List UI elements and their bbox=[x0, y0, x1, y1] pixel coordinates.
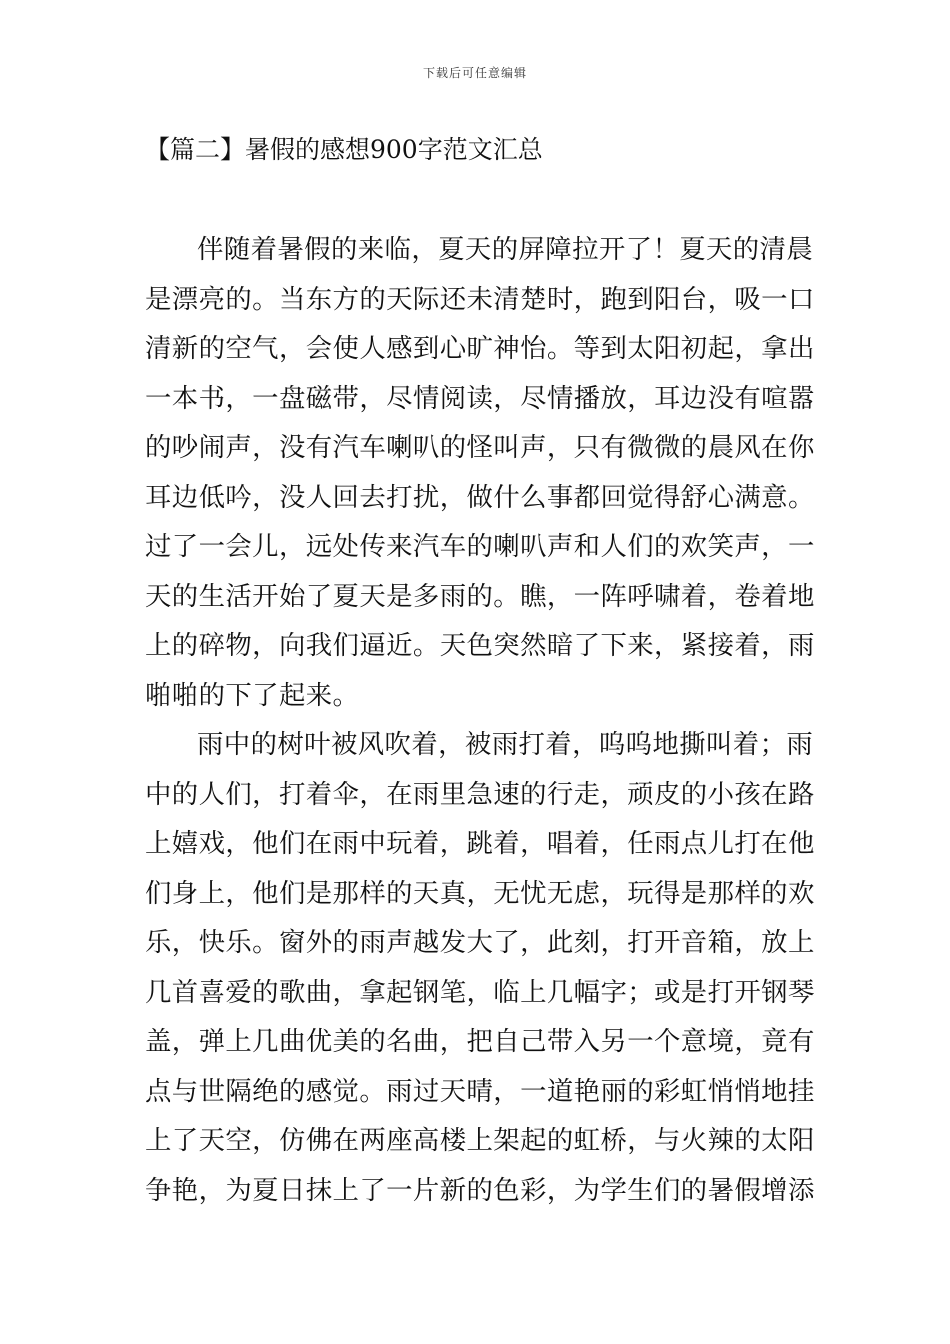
text-line: 争艳，为夏日抹上了一片新的色彩，为学生们的暑假增添 bbox=[145, 1174, 815, 1206]
text-line: 中的人们，打着伞，在雨里急速的行走，顽皮的小孩在路 bbox=[145, 778, 815, 810]
text-line: 的吵闹声，没有汽车喇叭的怪叫声，只有微微的晨风在你 bbox=[145, 432, 815, 463]
text-line: 几首喜爱的歌曲，拿起钢笔，临上几幅字；或是打开钢琴 bbox=[145, 976, 815, 1008]
text-line: 上的碎物，向我们逼近。天色突然暗了下来，紧接着，雨 bbox=[145, 630, 815, 661]
text-line: 盖，弹上几曲优美的名曲，把自己带入另一个意境，竟有 bbox=[145, 1026, 815, 1057]
paragraph-2 bbox=[145, 720, 815, 1215]
paragraph-1 bbox=[145, 225, 815, 720]
text-line: 一本书，一盘磁带，尽情阅读，尽情播放，耳边没有喧嚣 bbox=[145, 382, 815, 414]
text-line: 上嬉戏，他们在雨中玩着，跳着，唱着，任雨点儿打在他 bbox=[145, 828, 815, 859]
document-title: 【篇二】暑假的感想900字范文汇总 bbox=[145, 135, 543, 164]
document-body bbox=[145, 225, 815, 1215]
text-line: 耳边低吟，没人回去打扰，做什么事都回觉得舒心满意。 bbox=[145, 481, 815, 513]
text-line: 点与世隔绝的感觉。雨过天晴，一道艳丽的彩虹悄悄地挂 bbox=[145, 1075, 815, 1107]
text-line: 过了一会儿，远处传来汽车的喇叭声和人们的欢笑声，一 bbox=[145, 531, 815, 562]
text-line: 乐，快乐。窗外的雨声越发大了，此刻，打开音箱，放上 bbox=[145, 927, 815, 958]
text-line: 天的生活开始了夏天是多雨的。瞧，一阵呼啸着，卷着地 bbox=[145, 580, 815, 612]
text-line: 雨中的树叶被风吹着，被雨打着，呜呜地撕叫着；雨 bbox=[197, 729, 814, 760]
text-line: 伴随着暑假的来临，夏天的屏障拉开了！夏天的清晨 bbox=[197, 234, 814, 265]
text-line: 啪啪的下了起来。 bbox=[145, 679, 360, 711]
text-line: 是漂亮的。当东方的天际还未清楚时，跑到阳台，吸一口 bbox=[145, 283, 815, 315]
header-note: 下载后可任意编辑 bbox=[422, 66, 527, 80]
text-line: 上了天空，仿佛在两座高楼上架起的虹桥，与火辣的太阳 bbox=[145, 1125, 815, 1156]
text-line: 清新的空气，会使人感到心旷神怡。等到太阳初起，拿出 bbox=[145, 333, 815, 364]
text-line: 们身上，他们是那样的天真，无忧无虑，玩得是那样的欢 bbox=[145, 877, 815, 909]
